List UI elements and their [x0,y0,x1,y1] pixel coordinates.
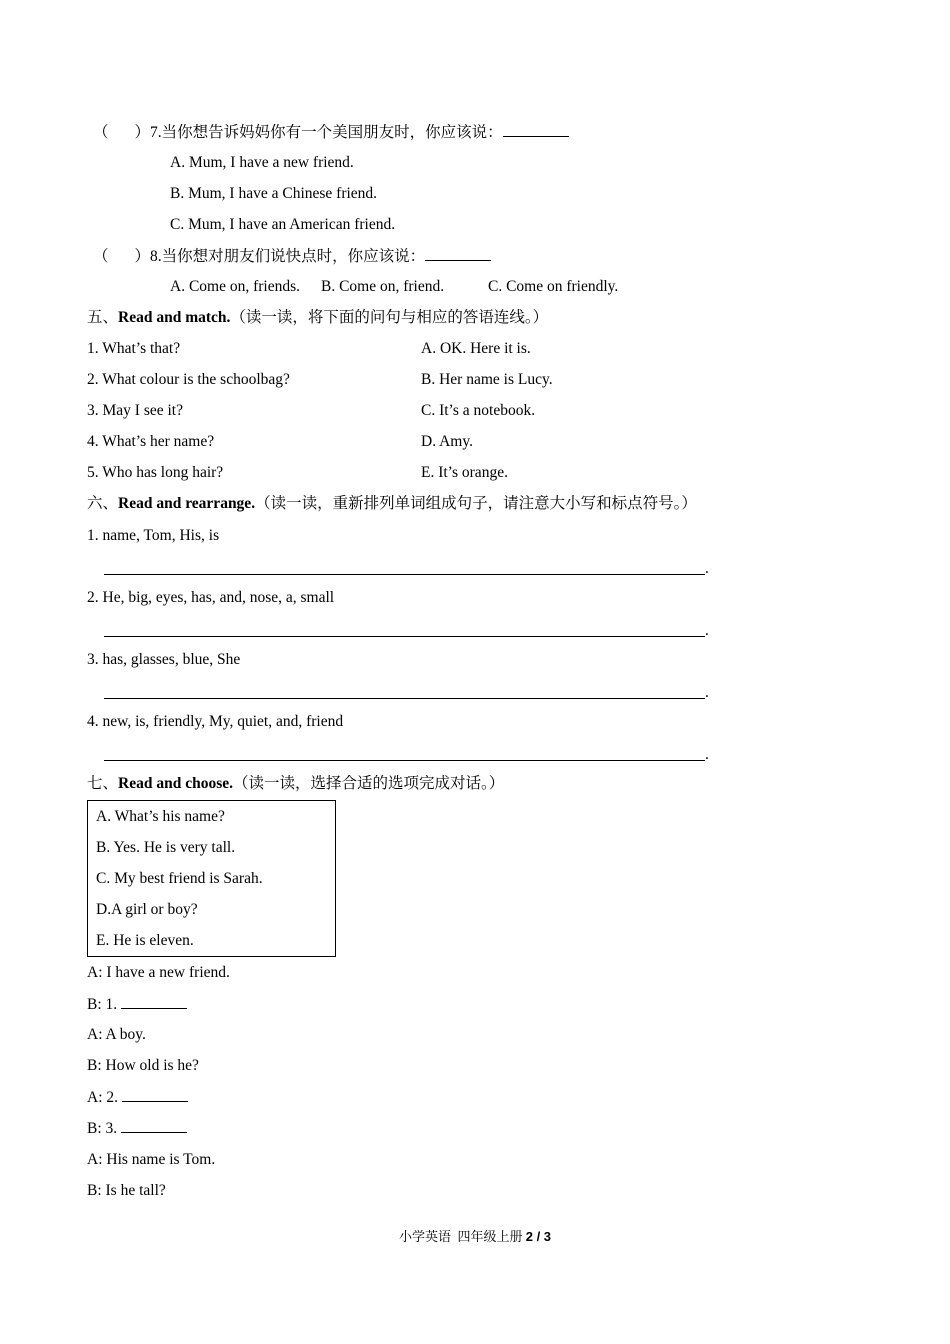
match-question-5: 5. Who has long hair? [87,464,224,481]
section-instruction: （读一读，选择合适的选项完成对话。） [233,775,505,792]
section-number: 七、 [87,775,119,792]
question-7-text: 7.当你想告诉妈妈你有一个美国朋友时，你应该说： [150,124,503,141]
box-option-d: D.A girl or boy? [96,901,198,918]
answer-paren-close: ） [134,124,151,141]
section-title: Read and match. [118,309,231,326]
rearrange-item-3: 3. has, glasses, blue, She [87,651,241,668]
question-8 [93,246,491,267]
match-answer-c: C. It’s a notebook. [421,402,536,419]
section-title: Read and choose. [118,775,233,792]
period: . [705,622,709,639]
answer-paren-close: ） [134,248,151,265]
footer-text: 小学英语 四年级上册 [398,1229,526,1244]
section-title: Read and rearrange. [118,495,256,512]
rearrange-item-2: 2. He, big, eyes, has, and, nose, a, small [87,589,335,606]
box-option-b: B. Yes. He is very tall. [96,839,236,856]
q8-option-b: B. Come on, friend. [321,278,445,295]
rearrange-item-4: 4. new, is, friendly, My, quiet, and, friend [87,713,344,730]
period: . [705,684,709,701]
section-6-heading [87,494,697,514]
question-8-text: 8.当你想对朋友们说快点时，你应该说： [150,248,426,265]
match-question-4: 4. What’s her name? [87,433,215,450]
question-7 [93,122,569,143]
rearrange-item-1: 1. name, Tom, His, is [87,527,220,544]
dialogue-line-5: A: 2. [87,1087,188,1108]
q8-option-c: C. Come on friendly. [488,278,619,295]
dialogue-line-6: B: 3. [87,1118,187,1139]
dialogue-line-3: A: A boy. [87,1026,146,1043]
answer-blank[interactable] [122,1087,188,1102]
dialogue-line-4: B: How old is he? [87,1057,199,1074]
q7-option-b: B. Mum, I have a Chinese friend. [170,185,378,202]
page-footer [0,1226,950,1245]
match-question-3: 3. May I see it? [87,402,183,419]
box-option-c: C. My best friend is Sarah. [96,870,263,887]
q7-option-c: C. Mum, I have an American friend. [170,216,396,233]
page-number: 2 / 3 [525,1229,552,1244]
match-answer-d: D. Amy. [421,433,473,450]
match-answer-b: B. Her name is Lucy. [421,371,553,388]
dialogue-line-2: B: 1. [87,994,187,1015]
box-option-a: A. What’s his name? [96,808,225,825]
match-question-1: 1. What’s that? [87,340,181,357]
period: . [705,560,709,577]
dialogue-line-7: A: His name is Tom. [87,1151,216,1168]
section-5-heading [87,308,548,328]
section-number: 六、 [87,495,119,512]
section-number: 五、 [87,309,119,326]
answer-paren-open: （ [93,124,109,141]
match-answer-a: A. OK. Here it is. [421,340,531,357]
section-instruction: （读一读，重新排列单词组成句子，请注意大小写和标点符号。） [255,495,697,512]
answer-blank[interactable] [121,994,187,1009]
q8-option-a: A. Come on, friends. [170,278,301,295]
answer-blank[interactable] [503,122,569,137]
section-instruction: （读一读，将下面的问句与相应的答语连线。） [230,309,549,326]
dialogue-line-1: A: I have a new friend. [87,964,230,981]
match-question-2: 2. What colour is the schoolbag? [87,371,290,388]
section-7-heading [87,774,504,794]
match-answer-e: E. It’s orange. [421,464,508,481]
answer-blank[interactable] [121,1118,187,1133]
answer-paren-open: （ [93,248,109,265]
box-option-e: E. He is eleven. [96,932,194,949]
answer-blank[interactable] [425,246,491,261]
q7-option-a: A. Mum, I have a new friend. [170,154,354,171]
period: . [705,746,709,763]
dialogue-line-8: B: Is he tall? [87,1182,166,1199]
